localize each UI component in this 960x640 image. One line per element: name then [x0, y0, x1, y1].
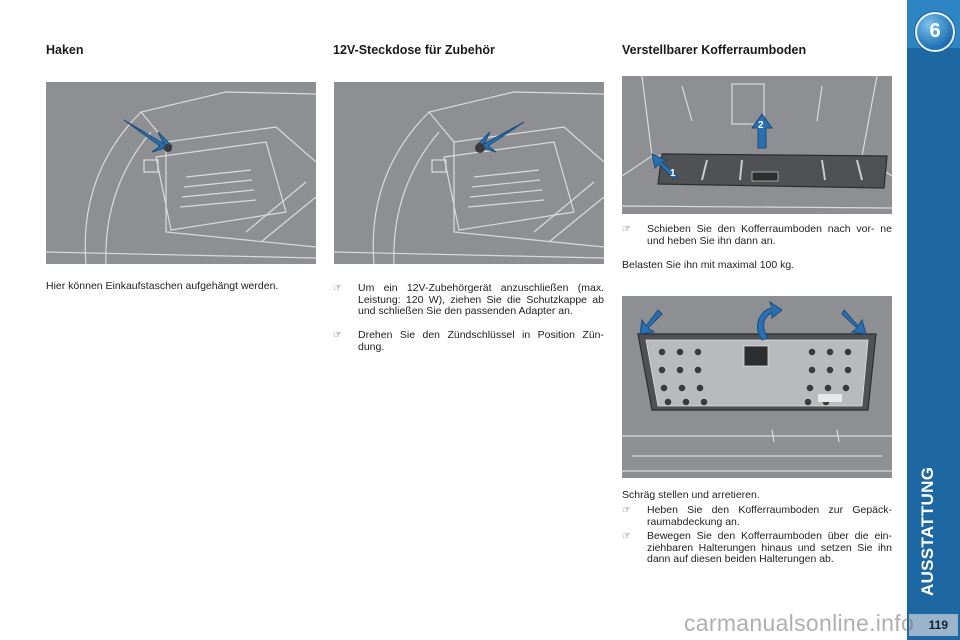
page-number: 119 [928, 618, 948, 632]
floor-intro-bottom: Schräg stellen und arretieren. [622, 489, 760, 501]
list-item [622, 530, 892, 566]
section-title-floor: Verstellbarer Kofferraumboden [622, 43, 807, 57]
trunk-floor-panel [658, 154, 887, 188]
pointing-hand-icon: ☞ [622, 224, 631, 235]
arrow-icon [640, 310, 662, 334]
floor-bullet-bottom-1: Heben Sie den Kofferraumboden zur Gepäck- raumabdeckung an. [647, 504, 892, 528]
floor-bullet-bottom-2: Bewegen Sie den Kofferraumboden über die ein- ziehbaren Halterungen hinaus und setzen Sie ihn dann auf diesen beiden Halterungen ab. [647, 530, 892, 565]
floor-note: Belasten Sie ihn mit maximal 100 kg. [622, 259, 795, 271]
list-item [333, 329, 604, 353]
floor-raised-illustration [622, 296, 892, 478]
floor-slide-illustration [622, 76, 892, 214]
pointing-hand-icon: ☞ [622, 531, 631, 542]
floor-handle [744, 346, 768, 366]
step-label-1: 1 [670, 168, 676, 179]
list-item [622, 504, 892, 528]
socket-drawing [334, 82, 604, 264]
floor-slide-drawing [622, 76, 892, 214]
floor-bullet-top-1: Schieben Sie den Kofferraumboden nach vor- ne und heben Sie ihn dann an. [647, 223, 892, 247]
pointing-hand-icon: ☞ [622, 505, 631, 516]
floor-handle [752, 172, 778, 181]
list-item [622, 223, 892, 247]
step-label-2: 2 [758, 120, 764, 131]
list-item [333, 282, 604, 318]
section-title-socket: 12V-Steckdose für Zubehör [333, 43, 495, 57]
hooks-illustration [46, 82, 316, 264]
hooks-text: Hier können Einkaufstaschen aufgehängt werden. [46, 280, 279, 292]
chapter-title: AUSSTATTUNG [918, 466, 937, 596]
chapter-number-badge: 6 [915, 12, 955, 52]
page-number-box [909, 614, 958, 636]
pointing-hand-icon: ☞ [333, 283, 342, 294]
arrow-icon [842, 310, 866, 334]
hooks-drawing [46, 82, 316, 264]
socket-illustration [334, 82, 604, 264]
socket-icon [475, 143, 485, 153]
socket-bullet-1: Um ein 12V-Zubehörgerät anzuschließen (max. Leistung: 120 W), ziehen Sie die Schutzkappe ab und schließen Sie den passenden Adapter an. [358, 282, 604, 317]
socket-bullet-2: Drehen Sie den Zündschlüssel in Position Zün- dung. [358, 329, 604, 353]
floor-raised-drawing [622, 296, 892, 478]
hook-icon [164, 144, 172, 152]
watermark: carmanualsonline.info [684, 610, 915, 636]
pointing-hand-icon: ☞ [333, 330, 342, 341]
section-title-hooks: Haken [46, 43, 84, 57]
